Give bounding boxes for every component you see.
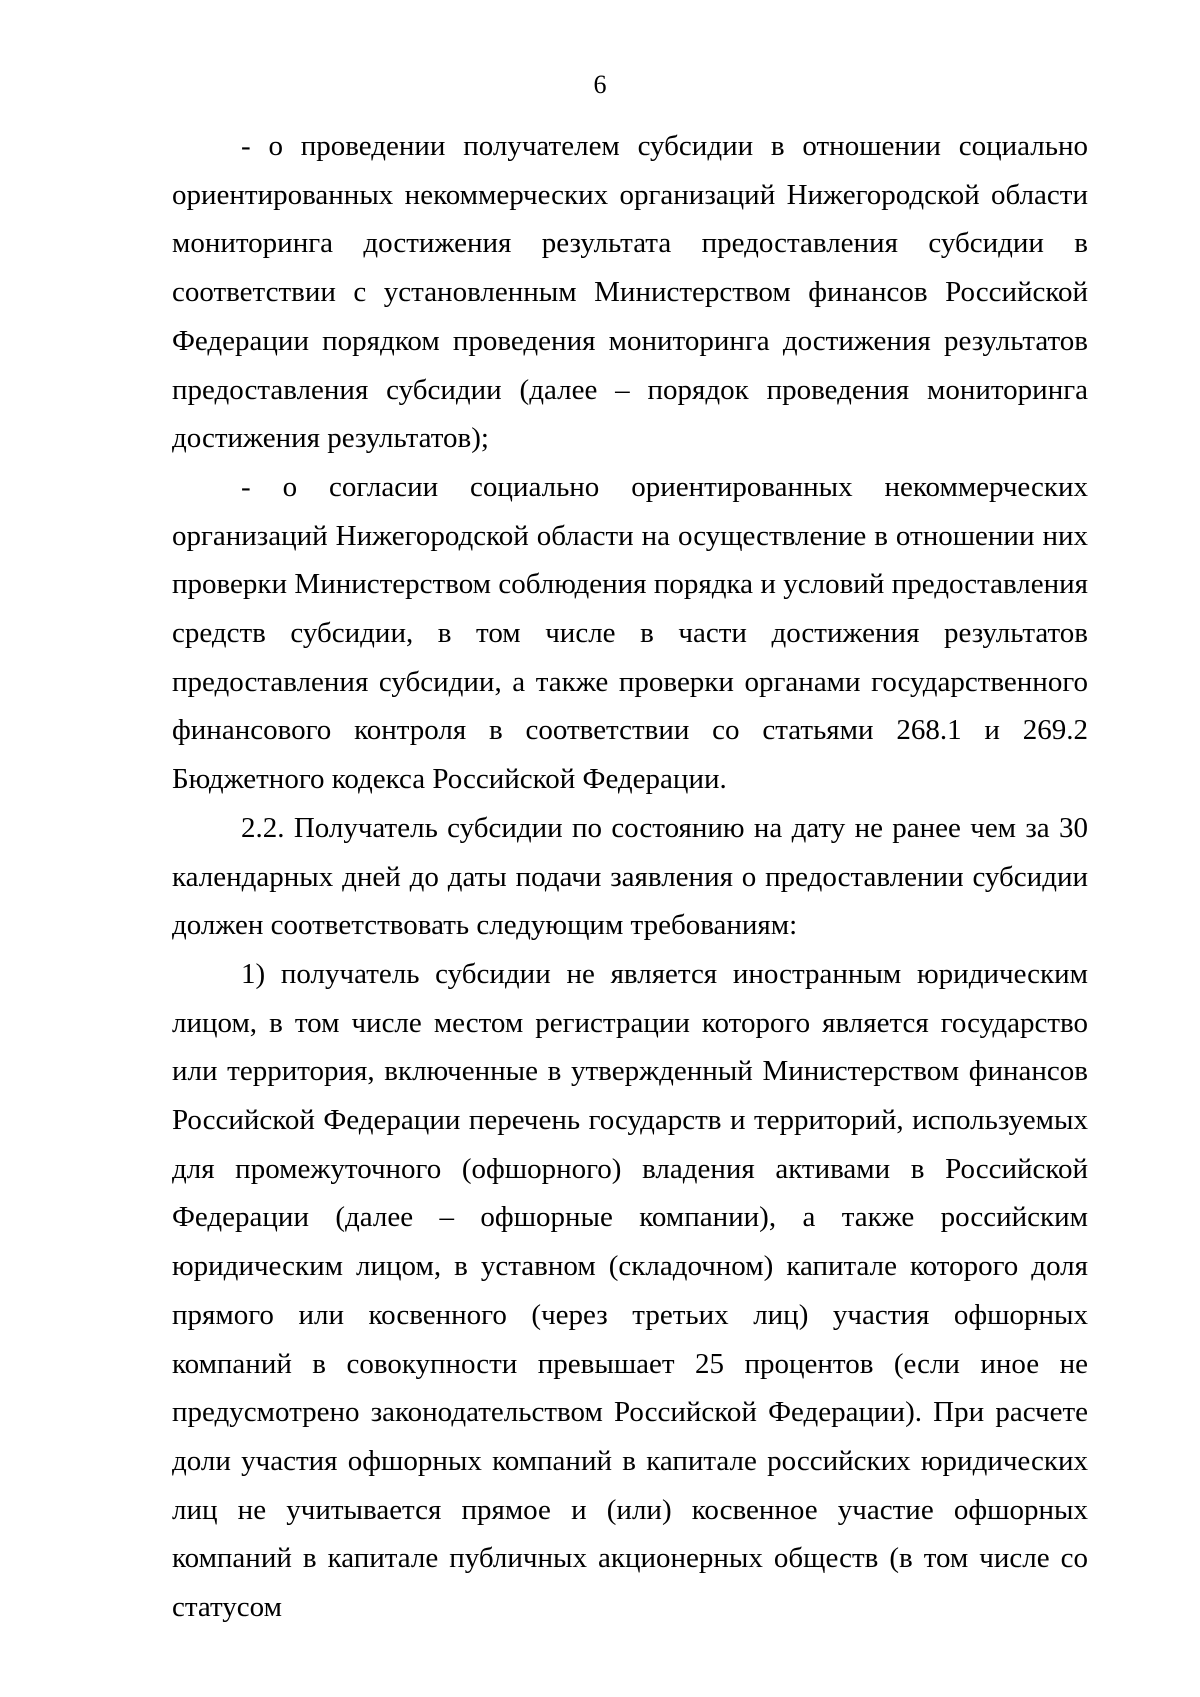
paragraph-requirement-1: 1) получатель субсидии не является иностранным юридическим лицом, в том числе местом регистрации которого является государство или территория, включенные в утвержденный Министерством финансов Российской Федерации перечень государств и территорий, используемых для промежуточного (офшорного) владения активами в Российской Федерации (далее – офшорные компании), а также российским юридическим лицом, в уставном (складочном) капитале которого доля прямого или косвенного (через третьих лиц) участия офшорных компаний в совокупности превышает 25 процентов (если иное не предусмотрено законодательством Российской Федерации). При расчете доли участия офшорных компаний в капитале российских юридических лиц не учитывается прямое и (или) косвенное участие офшорных компаний в капитале публичных акционерных обществ (в том числе со статусом — [172, 957, 1088, 1624]
paragraph-consent: - о согласии социально ориентированных некоммерческих организаций Нижегородской области на осуществление в отношении них проверки Министерством соблюдения порядка и условий предоставления средств субсидии, в том числе в части достижения результатов предоставления субсидии, а также проверки органами государственного финансового контроля в соответствии со статьями 268.1 и 269.2 Бюджетного кодекса Российской Федерации. — [172, 470, 1088, 796]
paragraph-section-2-2: 2.2. Получатель субсидии по состоянию на дату не ранее чем за 30 календарных дней до даты подачи заявления о предоставлении субсидии должен соответствовать следующим требованиям: — [172, 811, 1088, 942]
paragraph-monitoring: - о проведении получателем субсидии в отношении социально ориентированных некоммерческих организаций Нижегородской области мониторинга достижения результата предоставления субсидии в соответствии с установленным Министерством финансов Российской Федерации порядком проведения мониторинга достижения результатов предоставления субсидии (далее – порядок проведения мониторинга достижения результатов); — [172, 130, 1088, 455]
page-number: 6 — [593, 70, 607, 99]
document-body — [172, 122, 1088, 1632]
